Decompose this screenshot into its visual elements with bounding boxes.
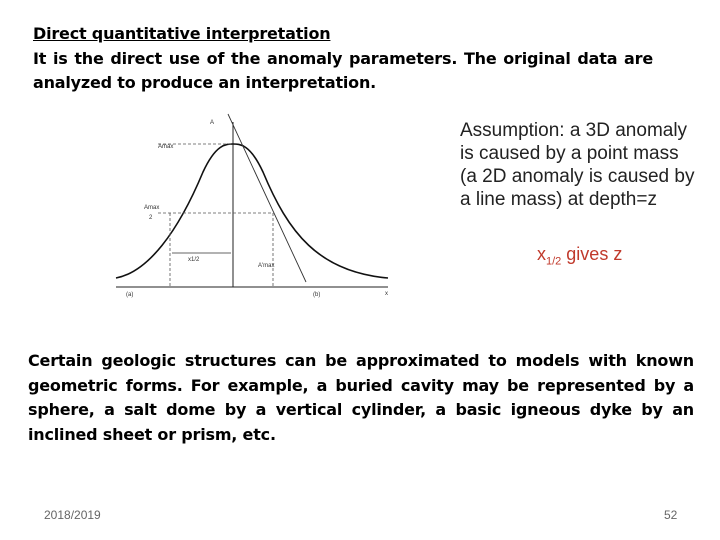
anomaly-curve [116,144,388,278]
panel-b-label: (b) [313,292,321,298]
half-width-note [537,244,622,268]
axis-y-label: A [210,120,215,126]
half-width-label: x1/2 [188,257,200,263]
body-paragraph: Certain geologic structures can be approximated to models with known geometric forms. For example, a buried cavity may be represented by a sphere, a salt dome by a vertical cylinder, a basic igneous dyke by an inclined sheet or prism, etc. [28,351,694,444]
footer-date: 2018/2019 [44,508,101,522]
half-max-label-top: Amax [144,205,160,211]
half-width-rest: gives z [561,244,623,264]
slope-label: A'max [258,263,275,269]
half-max-label-bottom: 2 [149,215,153,221]
tangent-line [228,114,306,282]
anomaly-curve-figure [108,112,398,302]
axis-x-label: x [385,291,388,297]
page-number: 52 [664,508,678,522]
intro-paragraph: It is the direct use of the anomaly parameters. The original data are analyzed to produce an interpretation. [33,49,653,92]
page-heading: Direct quantitative interpretation [33,24,331,43]
half-width-subscript: 1/2 [546,255,562,268]
amax-label: Amax [158,144,174,150]
half-width-symbol: x [537,244,546,264]
panel-a-label: (a) [126,292,134,298]
assumption-text: Assumption: a 3D anomaly is caused by a point mass (a 2D anomaly is caused by a line mass) at depth=z [460,120,695,210]
